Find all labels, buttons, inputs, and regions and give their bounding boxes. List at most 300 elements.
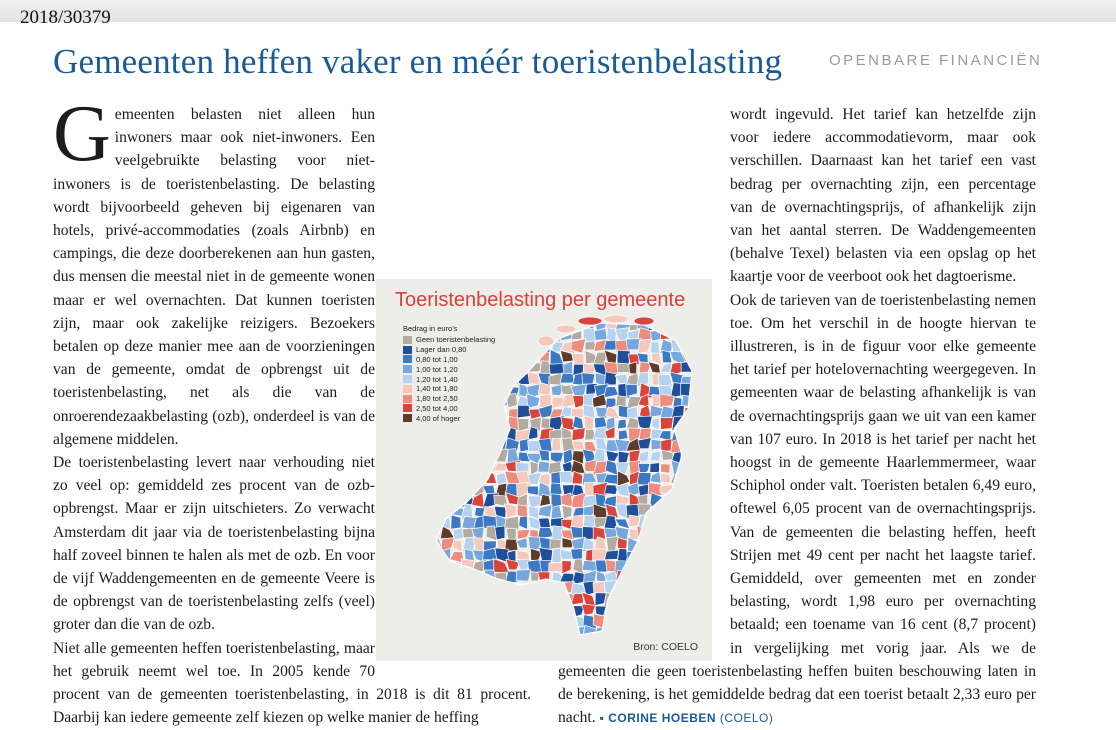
municipality-cell [429,614,442,629]
municipality-cell [486,438,497,452]
municipality-cell [552,582,561,595]
municipality-cell [683,627,695,639]
municipality-cell [428,495,441,508]
municipality-cell [552,439,561,451]
municipality-cell [604,550,618,560]
municipality-cell [606,614,616,627]
municipality-cell [428,483,441,494]
municipality-cell [505,617,518,627]
municipality-cell [692,461,707,473]
municipality-cell [428,548,442,563]
municipality-cell [505,339,518,353]
municipality-cell [681,342,694,353]
municipality-cell [637,594,648,605]
municipality-cell [692,329,707,342]
municipality-cell [462,593,475,607]
municipality-cell [617,581,629,595]
municipality-cell [650,560,663,573]
municipality-cell [518,618,529,628]
municipality-cell [649,615,663,628]
municipality-cell [584,416,594,431]
municipality-cell [560,549,572,559]
municipality-cell [428,504,442,519]
municipality-cell [696,452,707,464]
municipality-cell [505,584,519,594]
municipality-cell [650,628,663,637]
municipality-cell [475,438,486,453]
legend-label: 1,00 tot 1,20 [416,364,458,374]
municipality-cell [495,526,505,540]
municipality-cell [639,625,652,640]
municipality-cell [464,462,474,472]
municipality-cell [661,551,674,563]
municipality-cell [516,570,531,581]
municipality-cell [637,548,651,562]
municipality-cell [494,626,506,637]
municipality-cell [617,350,630,365]
municipality-cell [638,605,650,619]
municipality-cell [428,583,440,595]
municipality-cell [505,504,517,518]
legend-item [403,355,495,365]
municipality-cell [486,472,497,483]
municipality-cell [693,320,706,333]
wadden-island [556,325,576,333]
municipality-cell [682,493,694,508]
municipality-cell [429,636,443,650]
municipality-cell [660,418,673,430]
municipality-cell [661,581,672,593]
figure-title: Toeristenbelasting per gemeente [395,289,686,311]
municipality-cell [696,614,706,628]
municipality-cell [564,625,575,639]
municipality-cell [662,617,673,628]
municipality-cell [661,464,670,473]
municipality-cell [539,450,550,461]
municipality-cell [451,585,463,596]
municipality-cell [562,505,572,519]
municipality-cell [495,328,506,343]
municipality-cell [672,506,686,518]
municipality-cell [593,394,608,407]
municipality-cell [617,616,626,629]
municipality-cell [571,606,585,618]
municipality-cell [662,603,672,616]
municipality-cell [670,614,683,628]
legend-label: 4,00 of hoger [416,413,461,423]
municipality-cell [528,427,538,440]
legend-label: 1,40 tot 1,80 [416,384,458,394]
municipality-cell [617,363,630,373]
municipality-cell [539,614,553,627]
municipality-cell [450,593,464,607]
municipality-cell [651,506,663,519]
municipality-cell [486,626,497,640]
legend-swatch [403,346,412,354]
municipality-cell [494,384,508,397]
municipality-cell [495,361,505,372]
wadden-island [604,315,628,323]
municipality-cell [431,430,441,440]
municipality-cell [652,418,660,429]
legend-item [403,413,495,423]
municipality-cell [520,592,531,605]
municipality-cell [439,493,450,507]
municipality-cell [495,319,508,332]
municipality-cell [605,636,616,651]
municipality-cell [629,515,640,526]
municipality-cell [440,482,452,497]
legend-item [403,394,495,404]
municipality-cell [539,594,552,606]
figure-source: Bron: COELO [633,641,698,653]
municipality-cell [682,418,694,430]
municipality-cell [496,418,510,430]
byline-org: (COELO) [719,711,774,726]
municipality-cell [671,551,685,559]
municipality-cell [551,505,562,519]
municipality-cell [583,538,594,550]
municipality-cell [685,471,696,486]
municipality-cell [516,637,531,651]
municipality-cell [582,560,597,571]
municipality-cell [552,397,563,408]
municipality-cell [483,582,498,595]
municipality-cell [582,373,595,384]
municipality-cell [431,560,439,573]
municipality-cell [639,572,653,583]
municipality-cell [472,592,484,606]
legend-item [403,364,495,374]
municipality-cell [684,515,694,529]
municipality-cell [585,636,598,650]
municipality-cell [506,318,520,333]
municipality-cell [462,427,476,440]
municipality-cell [661,592,674,604]
municipality-cell [651,552,661,564]
municipality-cell [681,383,696,396]
municipality-cell [696,593,707,606]
legend-item [403,345,495,355]
municipality-cell [659,318,674,332]
municipality-cell [660,515,673,530]
municipality-cell [659,504,671,518]
legend-swatch [403,404,412,412]
municipality-cell [684,427,697,441]
municipality-cell [463,616,476,628]
municipality-cell [562,561,571,574]
municipality-cell [674,625,682,635]
drop-cap: G [53,90,111,178]
municipality-cell [516,462,529,472]
legend-label: 1,80 tot 2,50 [416,394,458,404]
municipality-cell [585,341,596,350]
municipality-cell [462,629,474,639]
municipality-cell [495,372,509,387]
document-number: 2018/30379 [20,7,111,28]
municipality-cell [538,527,554,538]
municipality-cell [695,603,704,617]
municipality-cell [439,581,453,597]
municipality-cell [695,341,707,351]
municipality-cell [528,625,539,640]
municipality-cell [538,626,550,639]
municipality-cell [692,515,707,528]
municipality-cell [528,320,541,331]
legend-swatch [403,365,412,373]
municipality-cell [638,561,652,571]
municipality-cell [649,526,664,541]
legend-label: Geen toeristenbelasting [416,335,496,345]
municipality-cell [519,516,528,530]
municipality-cell [508,361,520,375]
municipality-cell [462,438,477,451]
municipality-cell [439,604,454,617]
municipality-cell [473,450,486,462]
municipality-cell [629,362,637,375]
municipality-cell [670,472,684,485]
wadden-island [578,317,602,325]
paragraph: emeenten belasten niet alleen hun inwoners maar ook niet-inwoners. Een veelgebruikte belasting voor niet-inwoners is de toeristenbelasting. De belasting wordt bijvoorbeeld geheven bij eigenaren van hotels, privé-accommodaties (zoals Airbnb) en campings, die deze doorberekenen aan hun gasten, dus mensen die meestal niet in de gemeente wonen maar er wel overnachten. Dat kunnen toeristen zijn, maar ook zakelijke reizigers. Bezoekers betalen op deze manier mee aan de voorzieningen van de gemeente, omdat de opbrengst uit de toeristenbelasting, net als die van de onroerendezaakbelasting (ozb), onderdeel is van de algemene middelen. [53,106,375,448]
paragraph-text: Ook de tarieven van de toeristenbelasting nemen toe. Om het verschil in de hoogte hiervan te illustreren, is in de figuur voor elke gemeente het tarief per hotelovernachting weergegeven. In gemeenten waar de belasting afhankelijk is van de overnachtingsprijs gaan we uit van een kamer van 107 euro. In 2018 is het tarief per nacht het hoogst in de gemeente Haarlemmermeer, waar Schiphol onder valt. Toeristen betalen 6,49 euro, oftewel 6,05 procent van de overnachtingsprijs. Van de gemeenten die belasting heffen, heeft Strijen met 49 cent per nacht het laagste tarief. Gemiddeld, over gemeenten met en zonder belasting, wordt 1,98 euro per overnachting betaald; een toename van 16 cent (8,7 procent) in vergelijking met vorig jaar. Als we de gemeenten die geen toeristenbelasting heffen buiten beschouwing laten in de berekening, is het gemiddelde bedrag dat een toerist betaalt 2,33 euro per nacht. [558,291,1036,727]
municipality-cell [441,636,454,647]
municipality-cell [451,515,461,529]
municipality-cell [560,373,574,383]
municipality-cell [496,636,508,650]
municipality-cell [538,572,550,585]
municipality-cell [626,559,639,573]
municipality-cell [484,450,496,463]
municipality-cell [439,593,452,606]
municipality-cell [572,441,585,450]
municipality-cell [692,373,705,383]
municipality-cell [639,614,650,629]
municipality-cell [616,637,627,648]
municipality-cell [694,583,704,596]
top-bar [0,0,1116,22]
municipality-cell [428,440,442,454]
municipality-cell [695,418,705,429]
municipality-cell [450,483,464,495]
municipality-cell [683,581,693,594]
municipality-cell [694,496,705,507]
municipality-cell [530,617,541,628]
municipality-cell [605,628,619,639]
municipality-cell [517,606,530,618]
municipality-cell [483,604,497,617]
municipality-cell [605,372,617,385]
municipality-cell [582,604,596,615]
municipality-cell [550,616,561,629]
legend-item [403,384,495,394]
municipality-cell [441,431,452,441]
map-figure [376,279,712,661]
legend-item [403,374,495,384]
municipality-cell [571,549,583,560]
paragraph: wordt ingevuld. Het tarief kan hetzelfde zijn voor iedere accommodatievorm, maar ook verschillen. Daarnaast kan het tarief een vast bedrag per overnachting zijn, een percentage van de overnachtingsprijs, of afhankelijk zijn van het aantal sterren. De Waddengemeenten (behalve Texel) belasten via een opslag op het kaartje voor de veerboot ook het dagtoerisme. [730,106,1036,286]
municipality-cell [430,451,442,460]
municipality-cell [673,328,685,341]
municipality-cell [648,596,661,606]
municipality-cell [672,516,685,528]
municipality-cell [505,627,519,637]
municipality-cell [461,604,476,618]
municipality-cell [508,638,520,647]
municipality-cell [615,328,629,341]
municipality-cell [560,615,573,628]
municipality-cell [661,439,672,451]
municipality-cell [475,614,488,629]
municipality-cell [629,626,638,638]
municipality-cell [616,592,630,605]
municipality-cell [638,339,652,353]
municipality-cell [572,353,585,365]
municipality-cell [615,626,630,640]
municipality-cell [692,351,706,365]
municipality-cell [506,528,516,540]
municipality-cell [429,572,442,584]
municipality-cell [539,581,552,595]
municipality-cell [606,537,618,551]
municipality-cell [648,603,662,617]
byline-author: CORINE HOEBEN [608,711,717,726]
municipality-cell [692,507,707,517]
municipality-cell [670,540,685,553]
municipality-cell [472,604,487,619]
municipality-cell [453,628,465,638]
municipality-cell [450,473,463,486]
municipality-cell [484,638,495,651]
municipality-cell [649,515,660,528]
municipality-cell [670,581,685,595]
municipality-cell [453,463,463,474]
municipality-cell [673,559,684,573]
municipality-cell [550,638,563,650]
municipality-cell [660,362,671,373]
municipality-cell [682,614,692,626]
municipality-cell [429,474,442,485]
municipality-cell [681,317,695,332]
municipality-cell [550,605,562,618]
municipality-cell [450,571,464,584]
municipality-cell [684,328,695,344]
section-label: OPENBARE FINANCIËN [829,52,1043,69]
legend-label: 0,80 tot 1,00 [416,354,458,364]
municipality-cell [494,593,509,607]
legend-swatch [403,385,412,393]
municipality-cell [619,430,629,440]
municipality-cell [692,562,704,572]
municipality-cell [430,605,440,618]
article-headline: Gemeenten heffen vaker en méér toeristenbelasting [53,42,783,81]
municipality-cell [672,571,685,585]
municipality-cell [484,594,498,607]
municipality-cell [650,342,659,354]
byline [600,711,774,725]
municipality-cell [660,394,675,408]
municipality-cell [626,384,638,396]
municipality-cell [441,463,453,472]
municipality-cell [681,528,695,538]
municipality-cell [494,617,508,628]
legend-swatch [403,395,412,403]
municipality-cell [692,406,705,420]
municipality-cell [472,625,485,640]
municipality-cell [572,428,586,441]
municipality-cell [461,584,473,596]
municipality-cell [681,592,693,607]
municipality-cell [606,451,619,462]
municipality-cell [560,605,572,618]
legend-label: 1,20 tot 1,40 [416,374,458,384]
municipality-cell [626,592,639,605]
municipality-cell [453,429,464,440]
municipality-cell [516,330,529,344]
municipality-cell [660,474,671,483]
municipality-cell [616,483,630,496]
municipality-cell [529,350,541,363]
municipality-cell [539,548,553,562]
municipality-cell [682,439,693,452]
municipality-cell [681,570,696,586]
municipality-cell [694,440,706,451]
municipality-cell [472,463,487,475]
municipality-cell [627,603,637,615]
municipality-cell [461,573,475,585]
municipality-cell [552,626,563,641]
municipality-cell [538,518,550,529]
municipality-cell [549,562,564,572]
municipality-cell [648,572,661,585]
municipality-cell [494,350,509,365]
municipality-cell [495,339,507,351]
municipality-cell [473,636,485,650]
municipality-cell [695,571,707,585]
legend-item [403,404,495,414]
municipality-cell [682,484,694,496]
municipality-cell [629,572,638,584]
municipality-cell [539,606,552,618]
municipality-cell [672,604,685,618]
municipality-cell [550,539,561,549]
municipality-cell [429,595,441,604]
municipality-cell [650,463,660,473]
municipality-cell [453,540,462,552]
municipality-cell [507,603,519,617]
municipality-cell [516,339,528,352]
municipality-cell [693,527,703,540]
municipality-cell [695,551,703,561]
legend-label: 2,50 tot 4,00 [416,403,458,413]
municipality-cell [662,529,673,538]
municipality-cell [539,636,549,649]
municipality-cell [472,429,483,442]
municipality-cell [671,527,684,539]
municipality-cell [461,472,473,482]
municipality-cell [431,626,440,640]
municipality-cell [451,451,464,462]
wadden-island [538,336,554,346]
municipality-cell [529,638,542,649]
wadden-island [634,317,654,325]
municipality-cell [649,541,662,552]
municipality-cell [505,328,517,341]
municipality-cell [651,451,661,461]
municipality-cell [627,407,637,420]
municipality-cell [596,640,608,650]
municipality-cell [617,419,626,429]
legend-title: Bedrag in euro's [403,324,458,333]
